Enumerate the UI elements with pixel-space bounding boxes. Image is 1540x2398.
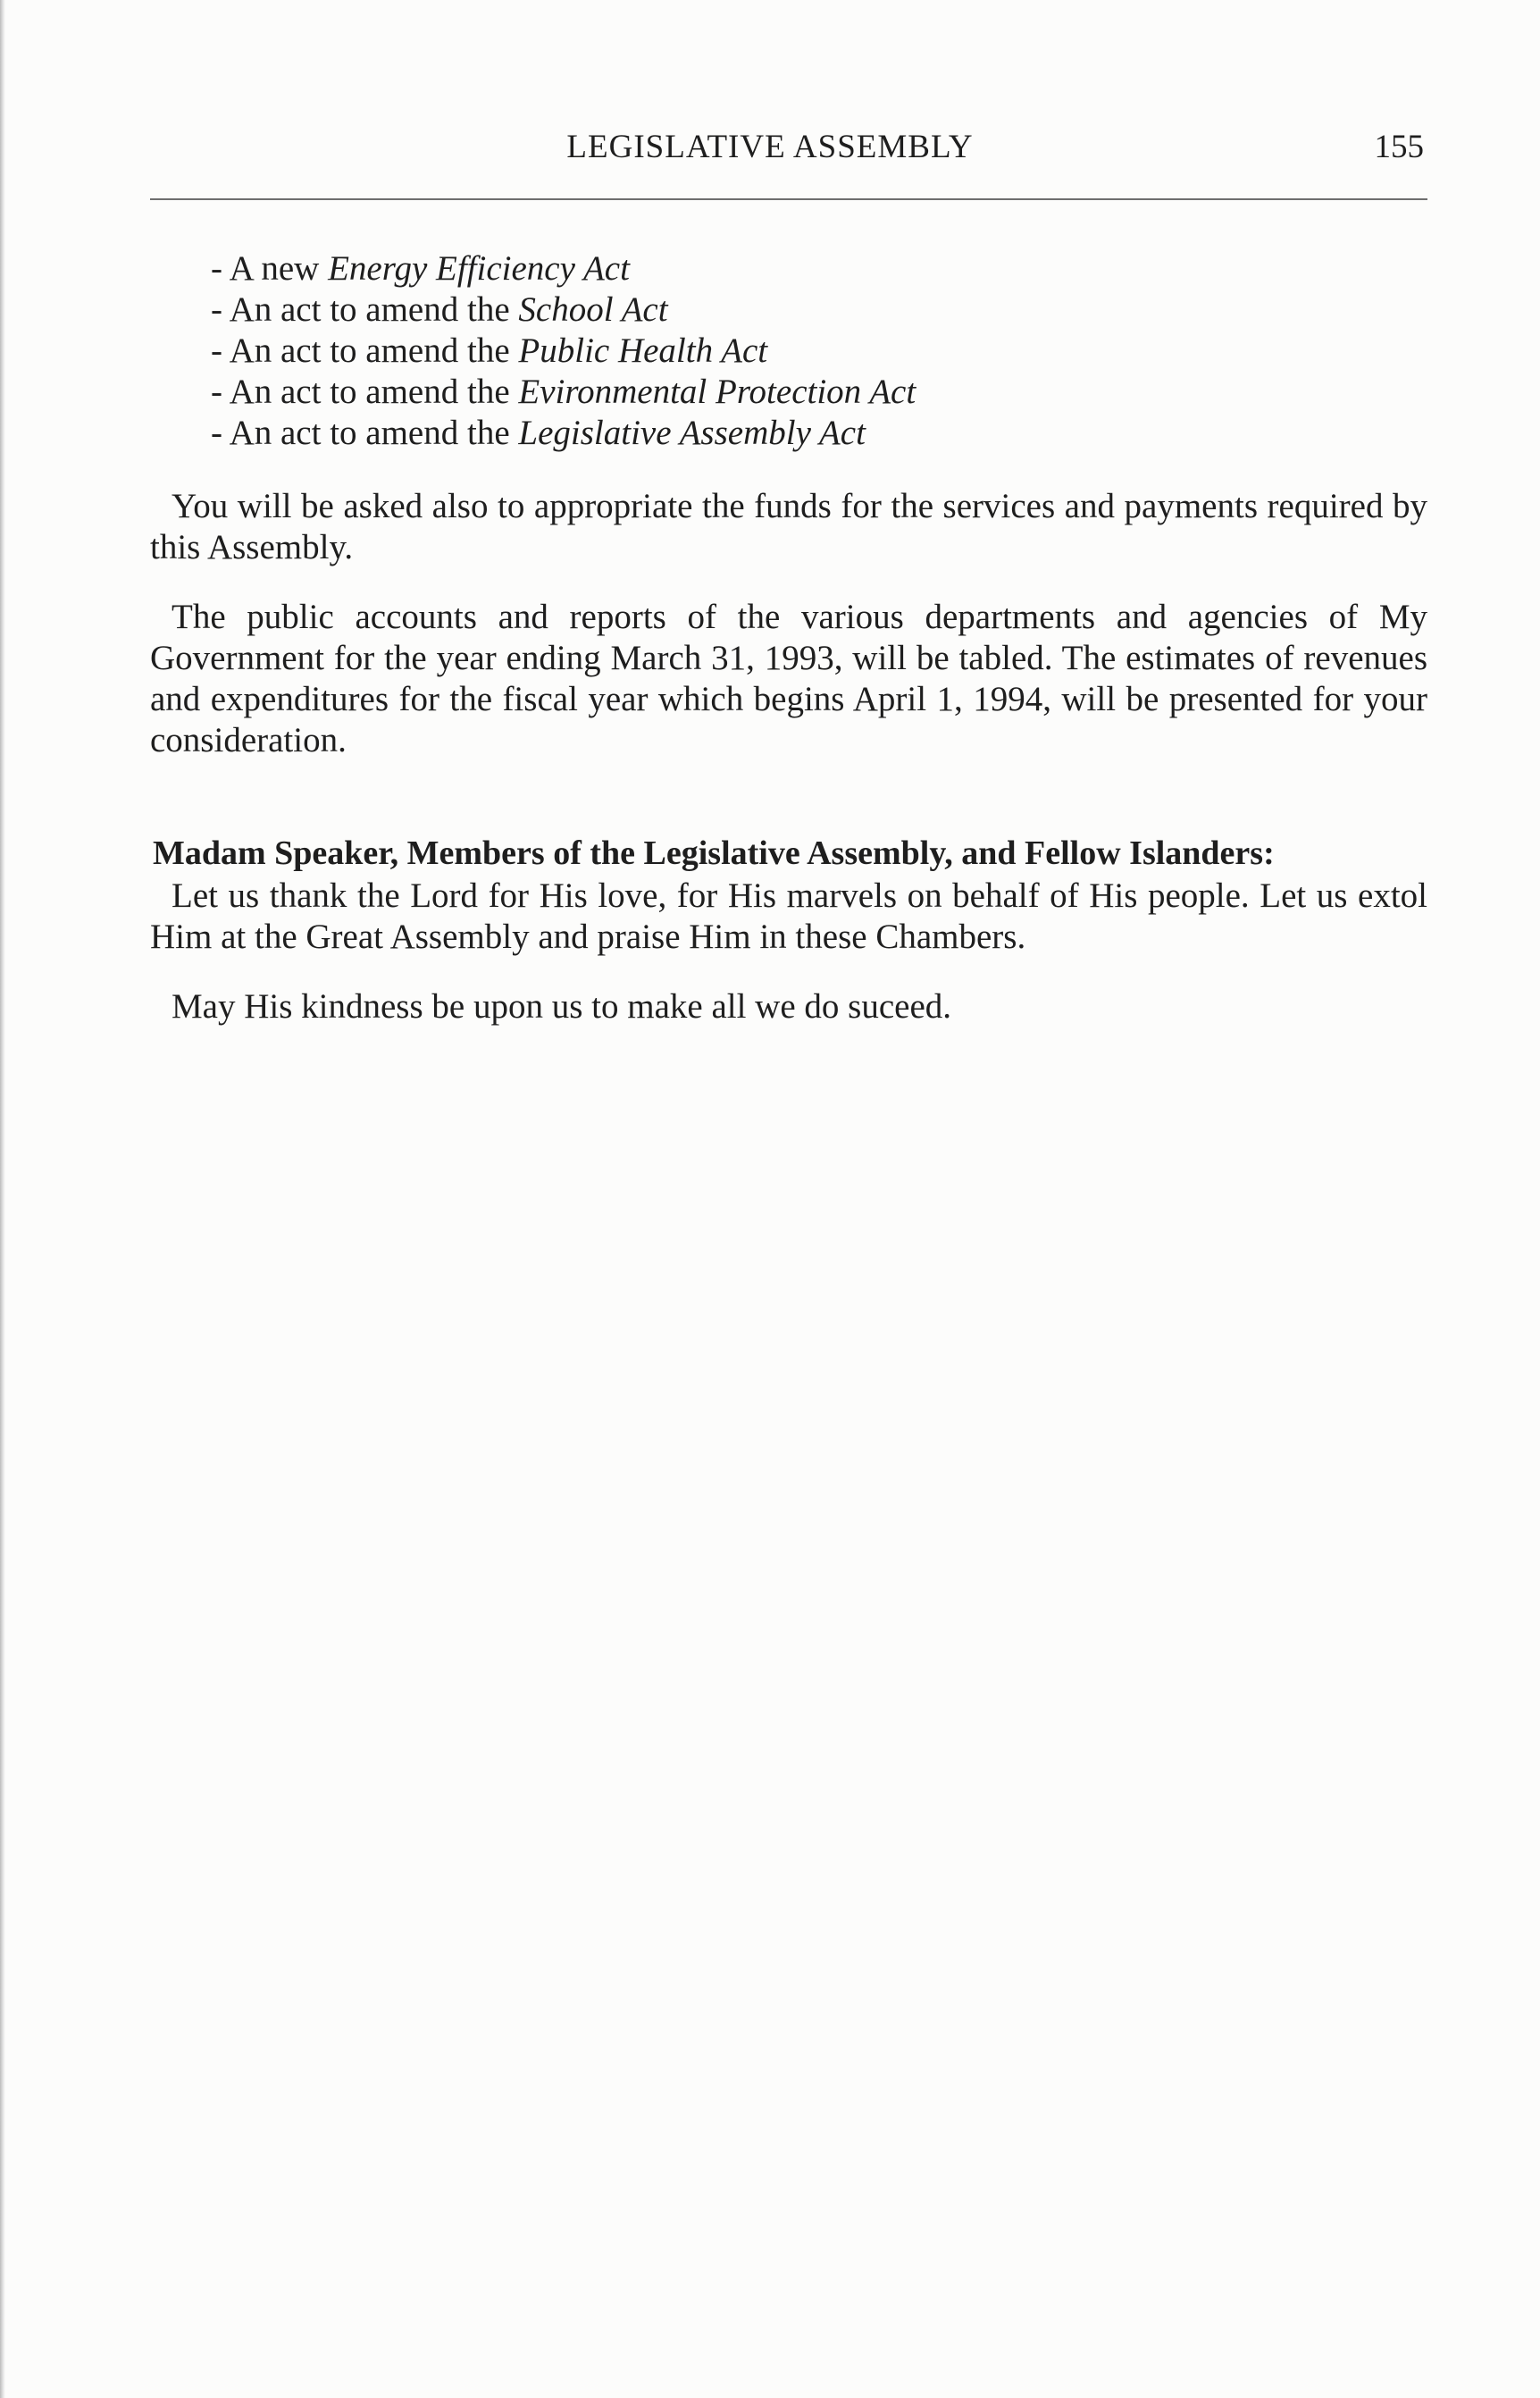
act-title: Energy Efficiency Act: [328, 249, 630, 288]
list-item: [211, 248, 1427, 289]
list-item-prefix: - An act to amend the: [211, 331, 519, 370]
paragraph-thanks: Let us thank the Lord for His love, for His marvels on behalf of His people. Let us extol Him at the Great Assembly and praise Him in these Chambers.: [150, 876, 1427, 956]
act-title: Evironmental Protection Act: [518, 373, 916, 411]
paragraph-public-accounts: The public accounts and reports of the various departments and agencies of My Government for the year ending March 31, 1993, will be tabled. The estimates of revenues and expenditures for the fiscal year which begins April 1, 1994, will be presented for your consideration.: [150, 598, 1427, 759]
salutation-heading: Madam Speaker, Members of the Legislative Assembly, and Fellow Islanders:: [153, 834, 1275, 872]
list-item-prefix: - An act to amend the: [211, 373, 519, 411]
paragraph-blessing: May His kindness be upon us to make all we do suceed.: [172, 987, 952, 1026]
paragraph-funds: You will be asked also to appropriate the funds for the services and payments required by this Assembly.: [150, 487, 1427, 566]
page-number: 155: [1374, 129, 1424, 165]
page-body: [150, 248, 1427, 1056]
list-item: [211, 289, 1427, 331]
running-title: LEGISLATIVE ASSEMBLY: [566, 129, 974, 165]
act-title: Public Health Act: [518, 331, 768, 370]
legislation-list: [150, 248, 1427, 454]
running-head: [0, 125, 1540, 170]
act-title: School Act: [518, 290, 668, 329]
act-title: Legislative Assembly Act: [518, 414, 866, 452]
header-rule: [150, 198, 1427, 200]
list-item-prefix: - An act to amend the: [211, 414, 519, 452]
list-item-prefix: - A new: [211, 249, 329, 288]
list-item: [211, 413, 1427, 454]
page-edge-shadow: [0, 0, 5, 2398]
list-item: [211, 331, 1427, 372]
list-item: [211, 372, 1427, 413]
list-item-prefix: - An act to amend the: [211, 290, 519, 329]
